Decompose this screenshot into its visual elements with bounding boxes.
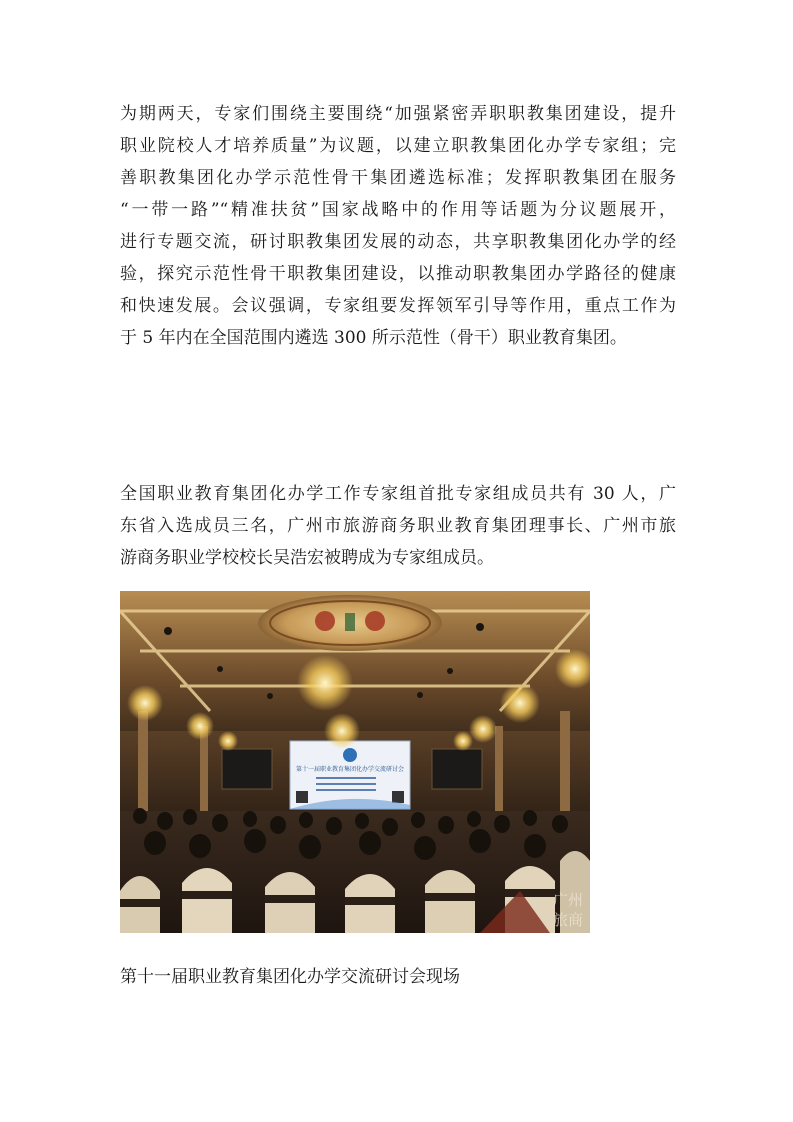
left-side-screen bbox=[222, 749, 272, 789]
photo-caption: 第十一届职业教育集团化办学交流研讨会现场 bbox=[120, 967, 460, 987]
text-line: 全国职业教育集团化办学工作专家组首批专家组成员共有 30 人，广 bbox=[120, 484, 676, 504]
paragraph-expert-group bbox=[120, 478, 676, 574]
text-line: 东省入选成员三名，广州市旅游商务职业教育集团理事长、广州市旅 bbox=[120, 516, 676, 536]
watermark-line2: 旅商 bbox=[552, 911, 584, 929]
conference-hall-photo bbox=[120, 591, 590, 933]
screen-title: 第十一届职业教育集团化办学交流研讨会 bbox=[295, 766, 405, 773]
text-line: 验，探究示范性骨干职教集团建设，以推动职教集团办学路径的健康 bbox=[120, 264, 676, 284]
screen-qr-left bbox=[296, 791, 308, 803]
text-line: “一带一路”“精准扶贫”国家战略中的作用等话题为分议题展开， bbox=[120, 200, 676, 220]
text-line: 为期两天，专家们围绕主要围绕“加强紧密弄职职教集团建设，提升 bbox=[120, 104, 676, 124]
text-line: 和快速发展。会议强调，专家组要发挥领军引导等作用，重点工作为 bbox=[120, 296, 676, 316]
text-line: 善职教集团化办学示范性骨干集团遴选标准；发挥职教集团在服务 bbox=[120, 168, 676, 188]
text-line: 游商务职业学校校长吴浩宏被聘成为专家组成员。 bbox=[120, 548, 494, 568]
text-line: 职业院校人才培养质量”为议题，以建立职教集团化办学专家组；完 bbox=[120, 136, 676, 156]
paragraph-meeting-topics bbox=[120, 98, 676, 354]
text-line: 进行专题交流，研讨职教集团发展的动态，共享职教集团化办学的经 bbox=[120, 232, 676, 252]
medallion-figures bbox=[315, 611, 385, 631]
screen-qr-right bbox=[392, 791, 404, 803]
screen-logo bbox=[343, 748, 357, 762]
watermark-line1: 广州 bbox=[552, 891, 584, 909]
text-line: 于 5 年内在全国范围内遴选 300 所示范性（骨干）职业教育集团。 bbox=[120, 328, 627, 348]
right-side-screen bbox=[432, 749, 482, 789]
